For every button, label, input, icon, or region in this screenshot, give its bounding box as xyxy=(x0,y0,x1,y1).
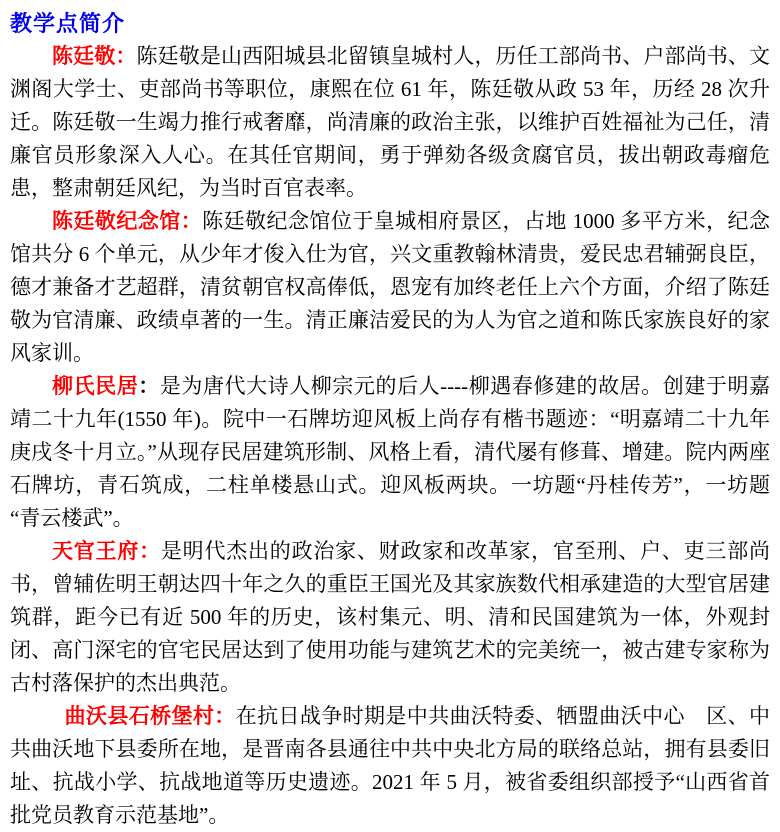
paragraph-text: 在抗日战争时期是中共曲沃特委、牺盟曲沃中心 区、中共曲沃地下县委所在地，是晋南各县通往中共中央北方局的联络总站，拥有县委旧址、抗战小学、抗战地道等历史遗迹。2021 年 5 月，被省委组织部授予“山西省首批党员教育示范基地”。 xyxy=(10,704,771,827)
document-title: 教学点简介 xyxy=(10,11,126,36)
paragraph-label: 陈廷敬纪念馆： xyxy=(52,209,203,233)
paragraph-shiqiaobu-village xyxy=(10,700,770,832)
paragraph-label: 陈廷敬： xyxy=(52,44,137,68)
paragraph-memorial-hall xyxy=(10,205,770,370)
paragraph-label: 曲沃县石桥堡村： xyxy=(64,704,236,728)
paragraph-text: 是为唐代大诗人柳宗元的后人----柳遇春修建的故居。创建于明嘉靖二十九年(1550 年)。院中一石牌坊迎风板上尚存有楷书题迹：“明嘉靖二十九年庚戌冬十月立。”从现存民居建筑形制、风格上看，清代屡有修葺、增建。院内两座石牌坊，青石筑成，二柱单楼悬山式。迎风板两块。一坊题“丹桂传芳”，一坊题“青云楼武”。 xyxy=(10,374,771,530)
paragraph-colon: ： xyxy=(138,374,160,398)
paragraph-chen-tingjing xyxy=(10,40,770,205)
paragraph-text: 陈廷敬是山西阳城县北留镇皇城村人，历任工部尚书、户部尚书、文渊阁大学士、吏部尚书等职位，康熙在位 61 年，陈廷敬从政 53 年，历经 28 次升迁。陈廷敬一生竭力推行戒奢靡，尚清廉的政治主张，以维护百姓福祉为己任，清廉官员形象深入人心。在其任官期间，勇于弹劾各级贪腐官员，拔出朝政毒瘤危患，整肃朝廷风纪，为当时百官表率。 xyxy=(10,44,771,200)
paragraph-text: 是明代杰出的政治家、财政家和改革家，官至刑、户、吏三部尚书，曾辅佐明王朝达四十年之久的重臣王国光及其家族数代相承建造的大型官居建筑群，距今已有近 500 年的历史，该村集元、明、清和民国建筑为一体，外观封闭、高门深宅的官宅民居达到了使用功能与建筑艺术的完美统一，被古建专家称为古村落保护的杰出典范。 xyxy=(10,539,770,695)
paragraph-label: 柳氏民居 xyxy=(52,374,139,398)
paragraph-tianguan-palace xyxy=(10,535,770,700)
paragraph-text: 陈廷敬纪念馆位于皇城相府景区，占地 1000 多平方米，纪念馆共分 6 个单元，从少年才俊入仕为官，兴文重教翰林清贵，爱民忠君辅弼良臣，德才兼备才艺超群，清贫朝官权高俸低，恩宠有加终老任上六个方面，介绍了陈廷敬为官清廉、政绩卓著的一生。清正廉洁爱民的为人为官之道和陈氏家族良好的家风家训。 xyxy=(10,209,770,365)
paragraph-label: 天官王府： xyxy=(52,539,161,563)
paragraph-liu-residence xyxy=(10,370,770,535)
